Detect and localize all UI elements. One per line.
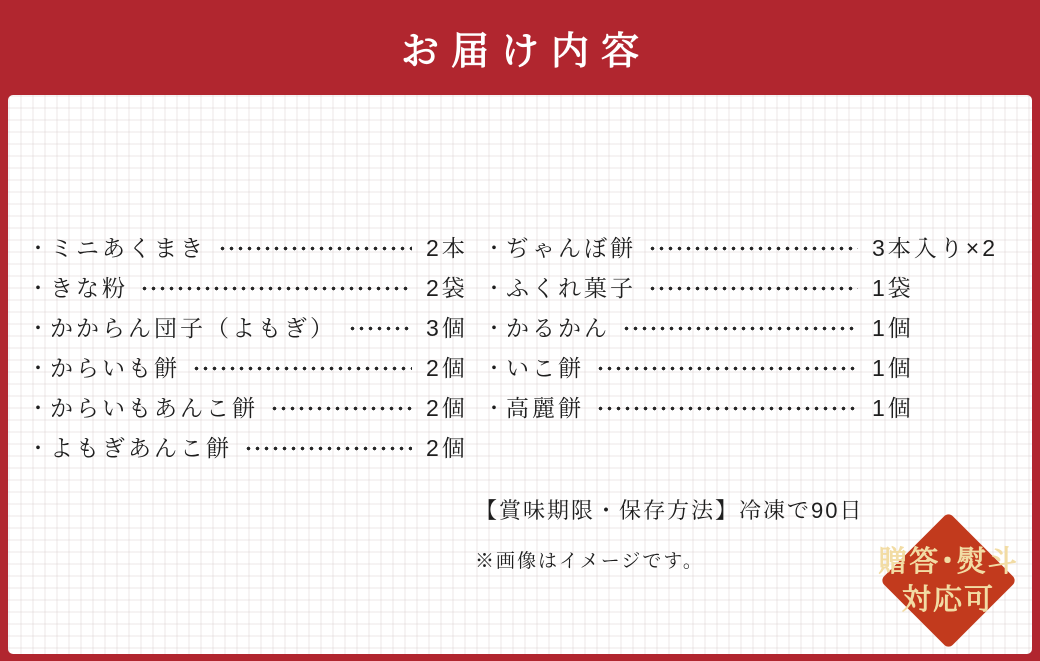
item-quantity: 2袋 <box>426 274 468 301</box>
list-item <box>28 306 476 346</box>
item-name: ふくれ菓子 <box>506 274 636 301</box>
item-name: かからん団子（よもぎ） <box>50 314 336 341</box>
list-item <box>484 346 1024 386</box>
dot-leader <box>596 406 858 411</box>
bullet-icon: ・ <box>28 237 51 260</box>
item-quantity: 1個 <box>872 354 914 381</box>
header-band <box>0 0 1040 95</box>
item-name: ぢゃんぼ餅 <box>506 234 636 261</box>
badge-line2: 対応可 <box>901 583 996 616</box>
badge-text <box>878 543 1019 619</box>
item-quantity: 2個 <box>426 394 468 421</box>
bullet-icon: ・ <box>28 357 51 380</box>
notes-block <box>475 494 863 573</box>
item-name: からいもあんこ餅 <box>50 394 258 421</box>
item-quantity: 2個 <box>426 354 468 381</box>
delivery-list-left-column <box>28 226 476 466</box>
bullet-icon: ・ <box>28 277 51 300</box>
item-quantity: 3本入り×2 <box>872 234 999 261</box>
image-disclaimer-note: ※画像はイメージです。 <box>475 551 704 572</box>
list-item <box>484 266 1024 306</box>
item-quantity: 1袋 <box>872 274 914 301</box>
bullet-icon: ・ <box>484 397 507 420</box>
list-item <box>28 346 476 386</box>
list-item <box>28 386 476 426</box>
item-name: からいも餅 <box>50 354 180 381</box>
bullet-icon: ・ <box>484 237 507 260</box>
dot-leader <box>218 246 412 251</box>
item-name: 高麗餅 <box>506 394 584 421</box>
bullet-icon: ・ <box>484 277 507 300</box>
item-quantity: 1個 <box>872 394 914 421</box>
dot-leader <box>140 286 412 291</box>
item-quantity: 1個 <box>872 314 914 341</box>
expiry-note: 【賞味期限・保存方法】冷凍で90日 <box>475 498 864 523</box>
badge-line1: 贈答･熨斗 <box>878 545 1019 578</box>
dot-leader <box>244 446 412 451</box>
page-title: お届け内容 <box>400 31 651 73</box>
list-item <box>484 226 1024 266</box>
list-item <box>484 306 1024 346</box>
item-name: よもぎあんこ餅 <box>50 434 232 461</box>
bullet-icon: ・ <box>28 317 51 340</box>
list-item <box>28 226 476 266</box>
delivery-list-right-column <box>484 226 1024 426</box>
dot-leader <box>192 366 412 371</box>
list-item <box>28 426 476 466</box>
list-item <box>28 266 476 306</box>
bullet-icon: ・ <box>28 397 51 420</box>
item-name: いこ餅 <box>506 354 584 381</box>
dot-leader <box>348 326 412 331</box>
content-panel <box>8 95 1032 654</box>
item-name: ミニあくまき <box>50 234 206 261</box>
bullet-icon: ・ <box>28 437 51 460</box>
dot-leader <box>648 246 858 251</box>
item-quantity: 3個 <box>426 314 468 341</box>
item-name: かるかん <box>506 314 610 341</box>
bullet-icon: ・ <box>484 317 507 340</box>
item-name: きな粉 <box>50 274 128 301</box>
list-item <box>484 386 1024 426</box>
dot-leader <box>270 406 412 411</box>
dot-leader <box>622 326 858 331</box>
dot-leader <box>648 286 858 291</box>
item-quantity: 2個 <box>426 434 468 461</box>
bullet-icon: ・ <box>484 357 507 380</box>
item-quantity: 2本 <box>426 234 468 261</box>
dot-leader <box>596 366 858 371</box>
gift-noshi-badge <box>878 532 1019 629</box>
